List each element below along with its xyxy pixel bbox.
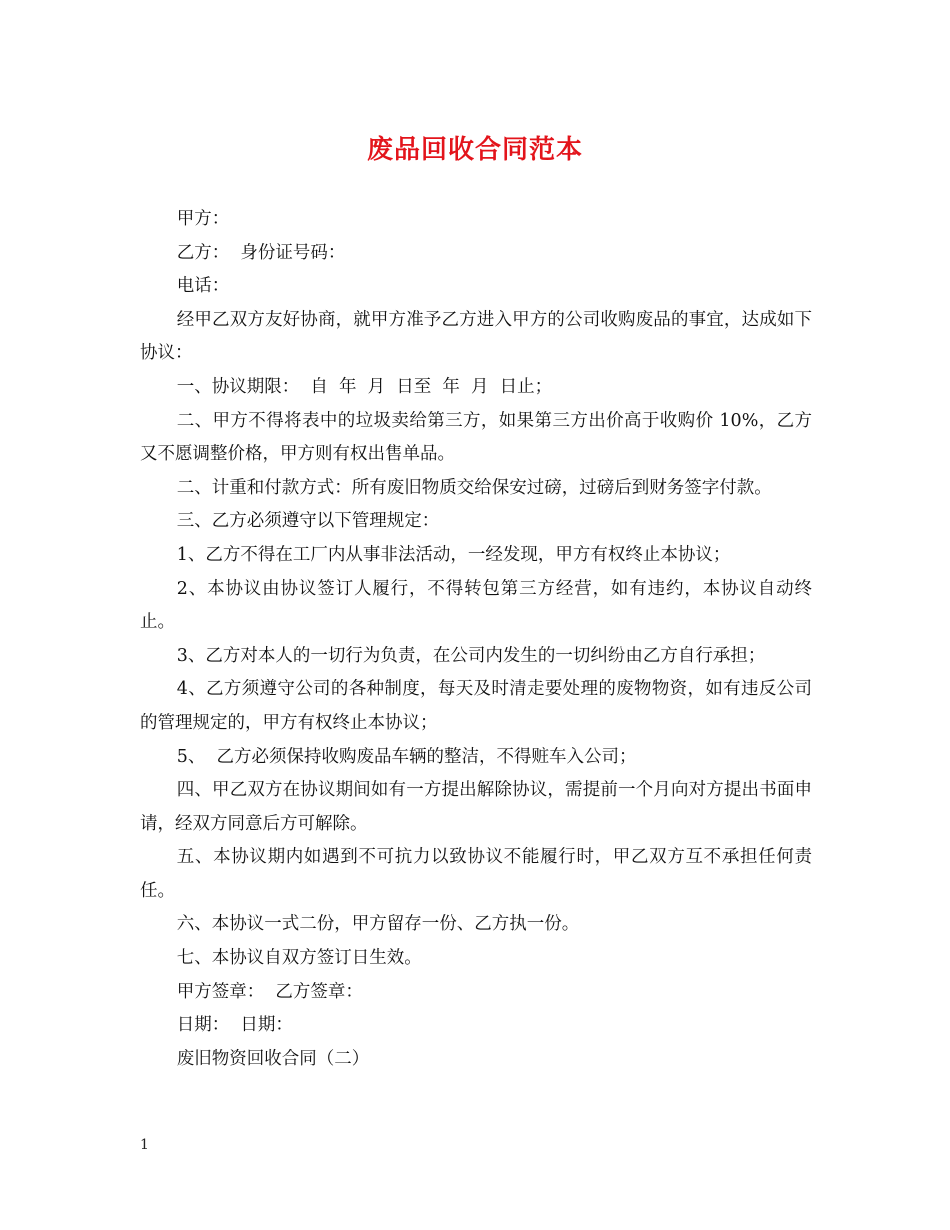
party-a-line: 甲方：	[176, 209, 230, 229]
party-b-line: 乙方： 身份证号码：	[176, 242, 346, 263]
clause-copies: 六、本协议一式二份，甲方留存一份、乙方执一份。	[176, 914, 580, 935]
clause-effective: 七、本协议自双方签订日生效。	[176, 948, 422, 969]
clause-force-majeure: 五、本协议期内如遇到不可抗力以致协议不能履行时，甲乙双方互不承担任何责任。	[140, 847, 812, 901]
rule-item-1: 1、乙方不得在工厂内从事非法活动，一经发现，甲方有权终止本协议；	[176, 544, 731, 565]
date-line: 日期： 日期：	[176, 1015, 293, 1036]
clause-term: 一、协议期限： 自 年 月 日至 年 月 日止；	[176, 376, 553, 397]
next-section-heading: 废旧物资回收合同（二）	[176, 1048, 370, 1069]
document-title: 废品回收合同范本	[366, 135, 583, 165]
signature-line: 甲方签章： 乙方签章：	[176, 981, 363, 1002]
preamble-paragraph: 经甲乙双方友好协商，就甲方准予乙方进入甲方的公司收购废品的事宜，达成如下协议：	[140, 309, 812, 364]
clause-third-party: 二、甲方不得将表中的垃圾卖给第三方，如果第三方出价高于收购价 10%，乙方又不愿调整价格，甲方则有权出售单品。	[140, 410, 812, 465]
phone-line: 电话：	[176, 276, 230, 297]
document-body	[140, 203, 812, 1076]
rule-item-3: 3、乙方对本人的一切行为负责，在公司内发生的一切纠纷由乙方自行承担；	[176, 645, 766, 666]
rule-item-5: 5、 乙方必须保持收购废品车辆的整洁，不得赃车入公司；	[176, 746, 637, 767]
rule-item-2: 2、本协议由协议签订人履行，不得转包第三方经营，如有违约，本协议自动终止。	[140, 578, 812, 633]
clause-payment: 二、计重和付款方式：所有废旧物质交给保安过磅，过磅后到财务签字付款。	[176, 477, 772, 498]
page-number: 1	[140, 1137, 149, 1153]
clause-rules-heading: 三、乙方必须遵守以下管理规定：	[176, 511, 440, 532]
rule-item-4: 4、乙方须遵守公司的各种制度，每天及时清走要处理的废物物资，如有违反公司的管理规定的，甲方有权终止本协议；	[140, 679, 812, 733]
clause-termination: 四、甲乙双方在协议期间如有一方提出解除协议，需提前一个月向对方提出书面申请，经双方同意后方可解除。	[140, 780, 812, 834]
